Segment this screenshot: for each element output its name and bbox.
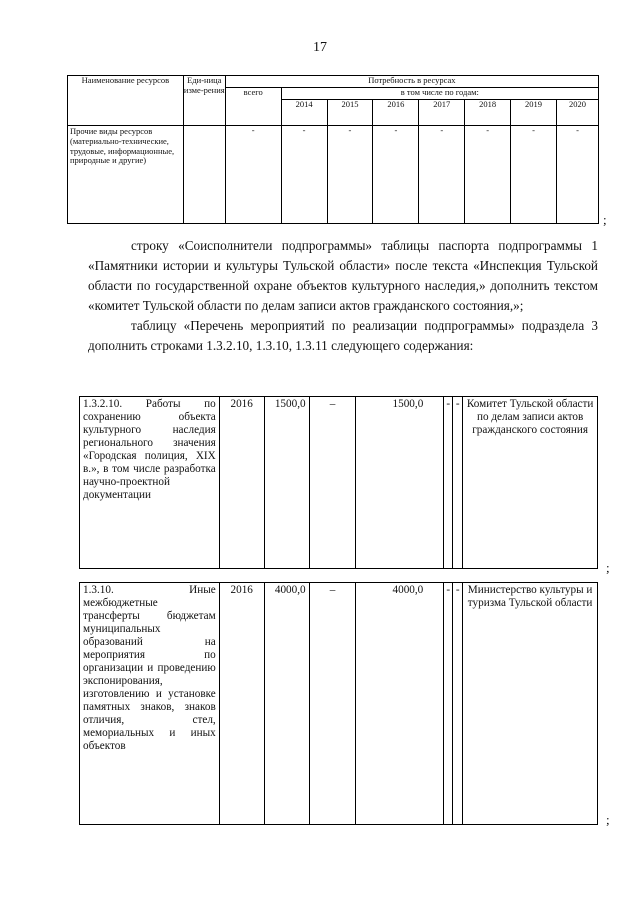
semicolon: ; bbox=[606, 560, 610, 575]
col-by-years-header: в том числе по годам: bbox=[281, 88, 598, 100]
resource-unit-cell bbox=[183, 126, 225, 224]
year-header: 2015 bbox=[327, 100, 373, 126]
year-header: 2014 bbox=[281, 100, 327, 126]
activity-total: 4000,0 bbox=[264, 583, 309, 825]
resource-value: - bbox=[327, 126, 373, 224]
activity-amount: 1500,0 bbox=[356, 397, 444, 569]
col-name-header: Наименование ресурсов bbox=[68, 76, 184, 126]
resource-value: - bbox=[225, 126, 281, 224]
resource-value: - bbox=[281, 126, 327, 224]
semicolon: ; bbox=[603, 212, 607, 227]
year-header: 2020 bbox=[556, 100, 598, 126]
activity-amount: 4000,0 bbox=[356, 583, 444, 825]
activity-table-row-2 bbox=[79, 582, 598, 825]
resource-value: - bbox=[511, 126, 557, 224]
activity-total: 1500,0 bbox=[264, 397, 309, 569]
page-number: 17 bbox=[313, 40, 327, 55]
activity-dash: - bbox=[453, 397, 463, 569]
paragraph: таблицу «Перечень мероприятий по реализации подпрограммы» подраздела 3 дополнить строками 1.3.2.10, 1.3.10, 1.3.11 следующего содержания: bbox=[88, 318, 598, 353]
activity-table-row-1 bbox=[79, 396, 598, 569]
col-total-header: всего bbox=[225, 88, 281, 126]
activity-executor: Комитет Тульской области по делам записи актов гражданского состояния bbox=[463, 397, 598, 569]
semicolon: ; bbox=[606, 812, 610, 827]
body-text bbox=[88, 236, 598, 356]
resources-table bbox=[67, 75, 599, 224]
activity-name: 1.3.10. Иные межбюджетные трансферты бюджетам муниципальных образований на мероприятия по организации и проведению экспонирования, изготовлению и установке памятных знаков, знаков отличия, стел, мемориальных и иных объектов bbox=[80, 583, 220, 825]
col-need-header: Потребность в ресурсах bbox=[225, 76, 598, 88]
col-unit-header: Еди-ница изме-рения bbox=[183, 76, 225, 126]
year-header: 2016 bbox=[373, 100, 419, 126]
activity-year: 2016 bbox=[219, 583, 264, 825]
activity-name: 1.3.2.10. Работы по сохранению объекта культурного наследия регионального значения «Городская полиция, XIX в.», в том числе разработка научно-проектной документации bbox=[80, 397, 220, 569]
resource-value: - bbox=[373, 126, 419, 224]
paragraph: строку «Соисполнители подпрограммы» таблицы паспорта подпрограммы 1 «Памятники истории и культуры Тульской области» после текста «Инспекция Тульской области по государственной охране объектов культурного наследия,» дополнить текстом «комитет Тульской области по делам записи актов гражданского состояния,»; bbox=[88, 238, 598, 313]
resource-row-label: Прочие виды ресурсов (материально-технические, трудовые, информационные, природные и другие) bbox=[68, 126, 184, 224]
activity-dash: – bbox=[309, 397, 356, 569]
year-header: 2017 bbox=[419, 100, 465, 126]
activity-dash: – bbox=[309, 583, 356, 825]
resource-value: - bbox=[419, 126, 465, 224]
activity-dash: - bbox=[444, 397, 453, 569]
resource-value: - bbox=[465, 126, 511, 224]
year-header: 2019 bbox=[511, 100, 557, 126]
resource-value: - bbox=[556, 126, 598, 224]
activity-dash: - bbox=[453, 583, 463, 825]
activity-executor: Министерство культуры и туризма Тульской области bbox=[463, 583, 598, 825]
activity-year: 2016 bbox=[219, 397, 264, 569]
activity-dash: - bbox=[444, 583, 453, 825]
year-header: 2018 bbox=[465, 100, 511, 126]
